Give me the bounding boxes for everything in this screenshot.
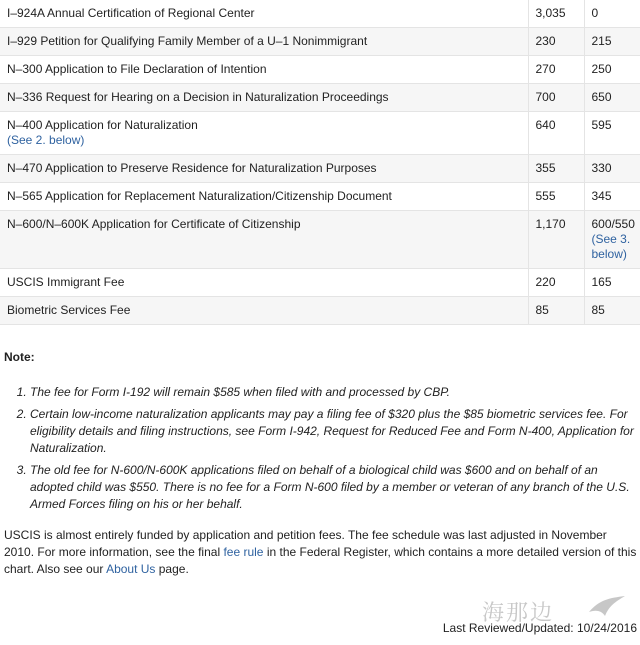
form-name: N–565 Application for Replacement Naturalization/Citizenship Document xyxy=(7,189,392,203)
form-cell xyxy=(0,84,528,112)
see-note-ref: (See 2. below) xyxy=(7,133,85,147)
table-row xyxy=(0,28,640,56)
old-fee-cell xyxy=(584,155,640,183)
new-fee-cell: 85 xyxy=(528,297,584,325)
old-fee-cell xyxy=(584,183,640,211)
new-fee-cell: 640 xyxy=(528,112,584,155)
new-fee-cell: 3,035 xyxy=(528,0,584,28)
note-item: 1. The fee for Form I-192 will remain $585 when filed with and processed by CBP. xyxy=(30,384,636,401)
see-note-ref: (See 3. below) xyxy=(591,232,631,261)
paragraph-text: page. xyxy=(155,562,189,576)
old-fee: 650 xyxy=(591,90,612,104)
table-row xyxy=(0,269,640,297)
table-row xyxy=(0,297,640,325)
old-fee: 250 xyxy=(591,62,612,76)
bird-icon xyxy=(587,594,627,624)
note-item: 2. Certain low-income naturalization applicants may pay a filing fee of $320 plus the $85 biometric services fee. For eligibility details and filing instructions, see Form I-942, Request for Reduced Fee and Form N-400, Application for Naturalization. xyxy=(30,406,636,457)
table-row xyxy=(0,155,640,183)
form-cell xyxy=(0,269,528,297)
table-row xyxy=(0,0,640,28)
form-name: N–300 Application to File Declaration of Intention xyxy=(7,62,267,76)
form-name: USCIS Immigrant Fee xyxy=(7,275,125,289)
note-item: 3. The old fee for N-600/N-600K applications filed on behalf of a biological child was $600 and on behalf of an adopted child was $550. There is no fee for a Form N-600 filed by a member or veteran of any branch of the U.S. Armed Forces filing on his or her behalf. xyxy=(30,462,636,513)
old-fee-cell xyxy=(584,297,640,325)
paragraph-text: in the Federal Register, which contains a more detailed version of this chart. Also see our xyxy=(4,545,637,576)
form-name: I–924A Annual Certification of Regional Center xyxy=(7,6,255,20)
old-fee: 85 xyxy=(591,303,605,317)
old-fee-cell xyxy=(584,211,640,269)
funding-paragraph xyxy=(4,527,638,578)
form-cell xyxy=(0,56,528,84)
table-row xyxy=(0,211,640,269)
old-fee: 0 xyxy=(591,6,599,20)
new-fee-cell: 1,170 xyxy=(528,211,584,269)
old-fee: 600/550 xyxy=(591,217,635,231)
form-cell xyxy=(0,211,528,269)
old-fee-cell xyxy=(584,0,640,28)
form-name: I–929 Petition for Qualifying Family Member of a U–1 Nonimmigrant xyxy=(7,34,368,48)
table-row xyxy=(0,183,640,211)
old-fee-cell xyxy=(584,269,640,297)
form-cell xyxy=(0,297,528,325)
form-cell xyxy=(0,0,528,28)
note-heading: Note: xyxy=(4,350,35,364)
new-fee-cell: 700 xyxy=(528,84,584,112)
form-name: N–400 Application for Naturalization xyxy=(7,118,198,132)
paragraph-text: USCIS is almost entirely funded by application and petition fees. The fee schedule was last adjusted in November 2010. For more information, see the final xyxy=(4,528,607,559)
about-us-link[interactable]: About Us xyxy=(106,562,156,576)
form-cell xyxy=(0,28,528,56)
old-fee: 345 xyxy=(591,189,612,203)
form-cell xyxy=(0,183,528,211)
table-row xyxy=(0,112,640,155)
old-fee-cell xyxy=(584,56,640,84)
watermark-text: 海那边 xyxy=(482,601,555,626)
form-name: Biometric Services Fee xyxy=(7,303,131,317)
old-fee: 165 xyxy=(591,275,612,289)
old-fee-cell xyxy=(584,112,640,155)
form-name: N–600/N–600K Application for Certificate of Citizenship xyxy=(7,217,301,231)
fee-rule-link[interactable]: fee rule xyxy=(223,545,264,559)
last-updated: Last Reviewed/Updated: 10/24/2016 xyxy=(442,621,637,635)
form-cell xyxy=(0,155,528,183)
new-fee-cell: 270 xyxy=(528,56,584,84)
form-name: N–470 Application to Preserve Residence for Naturalization Purposes xyxy=(7,161,377,175)
old-fee: 595 xyxy=(591,118,612,132)
notes-list xyxy=(0,384,636,518)
old-fee-cell xyxy=(584,84,640,112)
table-row xyxy=(0,84,640,112)
old-fee: 330 xyxy=(591,161,612,175)
new-fee-cell: 220 xyxy=(528,269,584,297)
old-fee-cell xyxy=(584,28,640,56)
table-row xyxy=(0,56,640,84)
new-fee-cell: 355 xyxy=(528,155,584,183)
form-cell xyxy=(0,112,528,155)
form-name: N–336 Request for Hearing on a Decision in Naturalization Proceedings xyxy=(7,90,389,104)
new-fee-cell: 230 xyxy=(528,28,584,56)
new-fee-cell: 555 xyxy=(528,183,584,211)
old-fee: 215 xyxy=(591,34,612,48)
